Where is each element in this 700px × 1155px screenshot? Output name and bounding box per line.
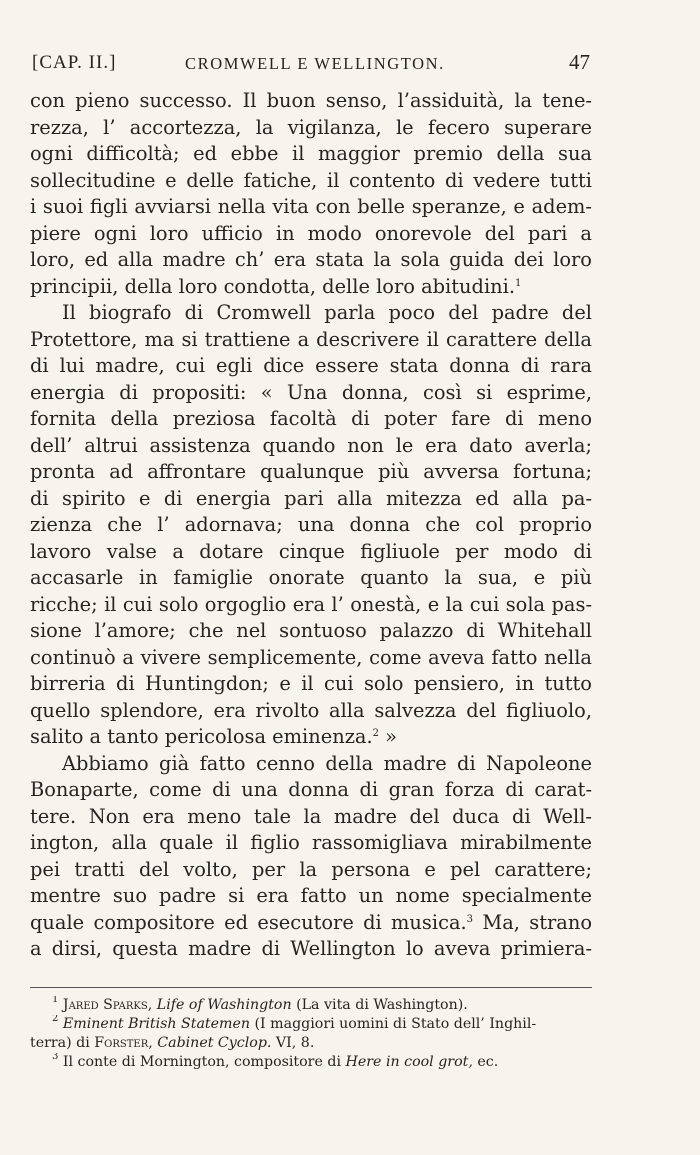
footnote-work: Eminent British Statemen xyxy=(62,1016,250,1032)
text-line: continuò a vivere semplicemente, come aveva fatto nella xyxy=(30,645,592,669)
text-line xyxy=(30,910,592,937)
text-line: di lui madre, cui egli dice essere stata donna di rara xyxy=(30,354,592,377)
text-line: sione l’amore; che nel sontuoso palazzo di Whitehall xyxy=(30,619,592,642)
text-segment: quale compositore ed esecutore di musica. xyxy=(30,910,467,934)
text-segment: principii, della loro condotta, delle loro abitudini. xyxy=(30,274,515,298)
text-line: con pieno successo. Il buon senso, l’assiduità, la tene- xyxy=(30,89,592,112)
footnote-work: Here in cool grot, xyxy=(345,1054,473,1070)
text-line: Abbiamo già fatto cenno della madre di Napoleone xyxy=(62,751,592,775)
running-title: CROMWELL E WELLINGTON. xyxy=(185,54,445,73)
text-line: rezza, l’ accortezza, la vigilanza, le fecero superare xyxy=(30,115,592,139)
footnote-marker-2: 2 xyxy=(372,728,380,739)
footnote-2-continued xyxy=(30,1034,592,1053)
text-line: di spirito e di energia pari alla mitezza ed alla pa- xyxy=(30,486,592,510)
chapter-label: [CAP. II.] xyxy=(32,52,117,73)
text-line: piere ogni loro ufficio in modo onorevole del pari a xyxy=(30,221,592,245)
page-number: 47 xyxy=(569,50,590,74)
text-line: zienza che l’ adornava; una donna che col proprio xyxy=(30,513,592,536)
text-line xyxy=(30,724,592,751)
text-line: fornita della preziosa facoltà di poter fare di meno xyxy=(30,407,592,430)
footnote-work: Life of Washington xyxy=(156,997,292,1013)
text-line: ogni difficoltà; ed ebbe il maggior premio della sua xyxy=(30,142,592,165)
text-segment: salito a tanto pericolosa eminenza. xyxy=(30,725,373,748)
text-line: birreria di Huntingdon; e il cui solo pensiero, in tutto xyxy=(30,672,592,695)
text-line: accasarle in famiglie onorate quanto la sua, e più xyxy=(30,566,592,589)
text-line: pronta ad affrontare qualunque più avversa fortuna; xyxy=(30,460,592,483)
footnote-3 xyxy=(30,1053,592,1072)
text-line: quello splendore, era rivolto alla salvezza del figliuolo, xyxy=(30,698,592,722)
footnote-work: Cabinet Cyclop. xyxy=(157,1035,272,1051)
footnote-text: ec. xyxy=(472,1054,499,1070)
footnote-1 xyxy=(30,996,592,1015)
footnote-number: 1 xyxy=(52,996,59,1005)
footnote-number: 2 xyxy=(52,1015,59,1024)
footnote-text: VI, 8. xyxy=(271,1035,315,1051)
footnote-2 xyxy=(30,1015,592,1034)
footnote-rule xyxy=(30,987,592,988)
text-line: mentre suo padre si era fatto un nome specialmente xyxy=(30,884,592,907)
footnote-text: (I maggiori uomini di Stato dell’ Inghil- xyxy=(250,1016,537,1032)
text-line: a dirsi, questa madre di Wellington lo aveva primiera- xyxy=(30,937,592,960)
text-line: Protettore, ma si trattiene a descrivere il carattere della xyxy=(30,327,592,351)
footnote-text: (La vita di Washington). xyxy=(291,997,468,1013)
text-line: ricche; il cui solo orgoglio era l’ onestà, e la cui sola pas- xyxy=(30,592,592,616)
running-header xyxy=(30,50,592,80)
footnote-author: Forster, xyxy=(94,1035,153,1051)
footnotes xyxy=(30,996,592,1072)
text-line: Bonaparte, come di una donna di gran forza di carat- xyxy=(30,778,592,801)
footnote-text: terra) di xyxy=(30,1035,95,1051)
text-segment: Ma, strano xyxy=(473,910,592,934)
body-text xyxy=(30,88,592,963)
text-line: lavoro valse a dotare cinque figliuole per modo di xyxy=(30,539,592,563)
text-line: ington, alla quale il figlio rassomigliava mirabilmente xyxy=(30,831,592,854)
text-line: i suoi figli avviarsi nella vita con belle speranze, e adem- xyxy=(30,195,592,218)
text-line: dell’ altrui assistenza quando non le era dato averla; xyxy=(30,433,592,457)
text-line: loro, ed alla madre ch’ era stata la sola guida dei loro xyxy=(30,248,592,271)
closing-quote: » xyxy=(379,725,398,748)
text-line: tere. Non era meno tale la madre del duca di Well- xyxy=(30,804,592,828)
text-line xyxy=(30,274,592,301)
footnote-marker-3: 3 xyxy=(466,913,474,925)
footnote-author: Jared Sparks, xyxy=(62,997,153,1013)
footnote-number: 3 xyxy=(52,1053,59,1062)
text-line: pei tratti del volto, per la persona e pel carattere; xyxy=(30,857,592,881)
text-line: sollecitudine e delle fatiche, il contento di vedere tutti xyxy=(30,168,592,192)
text-line: Il biografo di Cromwell parla poco del padre del xyxy=(62,301,592,324)
footnote-marker-1: 1 xyxy=(515,277,522,289)
footnote-text: Il conte di Mornington, compositore di xyxy=(62,1054,346,1070)
text-line: energia di propositi: « Una donna, così si esprime, xyxy=(30,380,592,404)
